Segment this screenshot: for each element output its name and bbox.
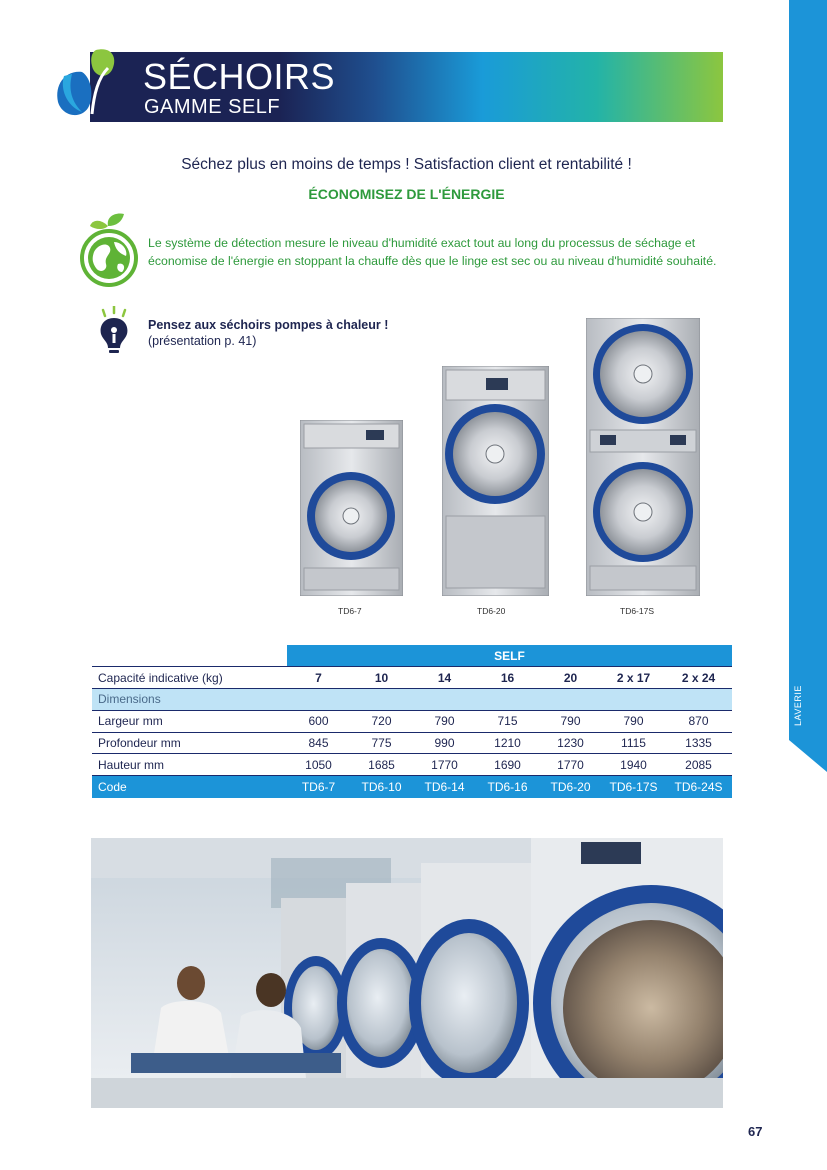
leaf-logo-icon [52, 44, 122, 124]
row-label: Profondeur mm [92, 732, 287, 754]
tip-reference: (présentation p. 41) [148, 334, 257, 348]
table-cell: TD6-10 [350, 776, 413, 798]
row-label: Code [92, 776, 287, 798]
table-cell: 790 [602, 710, 665, 732]
table-cell: 1940 [602, 754, 665, 776]
side-tab [789, 0, 827, 780]
table-cell: TD6-7 [287, 776, 350, 798]
page-title: SÉCHOIRS [143, 56, 336, 97]
table-row [92, 710, 732, 732]
table-row [92, 754, 732, 776]
dimensions-label: Dimensions [92, 689, 732, 711]
laundromat-photo [91, 838, 723, 1108]
spec-table [92, 645, 732, 798]
table-cell: 16 [476, 667, 539, 689]
table-cell: 790 [413, 710, 476, 732]
table-cell: 14 [413, 667, 476, 689]
table-row-capacity [92, 667, 732, 689]
lightbulb-icon [95, 306, 133, 356]
machine-label: TD6-7 [338, 606, 362, 616]
table-cell: 1210 [476, 732, 539, 754]
table-cell: 715 [476, 710, 539, 732]
row-label: Hauteur mm [92, 754, 287, 776]
page-number: 67 [748, 1124, 763, 1139]
dryer-td6-20-image [442, 366, 549, 596]
table-cell: 990 [413, 732, 476, 754]
table-cell: 2 x 24 [665, 667, 732, 689]
table-row-code [92, 776, 732, 798]
table-group-header: SELF [287, 645, 732, 667]
table-row-dimensions [92, 689, 732, 711]
row-label: Capacité indicative (kg) [92, 667, 287, 689]
table-cell: 1770 [413, 754, 476, 776]
table-cell: 2 x 17 [602, 667, 665, 689]
table-cell: 10 [350, 667, 413, 689]
machine-label: TD6-20 [477, 606, 506, 616]
table-cell: TD6-14 [413, 776, 476, 798]
table-cell: 845 [287, 732, 350, 754]
table-cell: 790 [539, 710, 602, 732]
subhead: ÉCONOMISEZ DE L'ÉNERGIE [308, 186, 505, 202]
table-cell: 1770 [539, 754, 602, 776]
table-cell: 2085 [665, 754, 732, 776]
table-cell: 600 [287, 710, 350, 732]
table-cell: 720 [350, 710, 413, 732]
table-row [92, 732, 732, 754]
table-cell: 1685 [350, 754, 413, 776]
eco-description: Le système de détection mesure le niveau d'humidité exact tout au long du processus de séchage et économise de l'énergie en stoppant la chauffe dès que le linge est sec ou au niveau d'humidité souhaité. [148, 236, 717, 268]
table-cell: 20 [539, 667, 602, 689]
table-header-blank [92, 645, 287, 667]
side-tab-label: LAVERIE [793, 685, 803, 727]
table-cell: TD6-17S [602, 776, 665, 798]
headline: Séchez plus en moins de temps ! Satisfaction client et rentabilité ! [181, 156, 632, 173]
table-cell: TD6-20 [539, 776, 602, 798]
table-cell: 1115 [602, 732, 665, 754]
page-subtitle: GAMME SELF [144, 96, 281, 118]
machine-label: TD6-17S [620, 606, 655, 616]
table-cell: 1335 [665, 732, 732, 754]
dryer-td6-17s-image [586, 318, 700, 596]
table-cell: 870 [665, 710, 732, 732]
table-cell: 7 [287, 667, 350, 689]
table-cell: 1050 [287, 754, 350, 776]
eco-globe-icon [78, 212, 140, 288]
tip-title: Pensez aux séchoirs pompes à chaleur ! [148, 318, 389, 332]
table-header-row [92, 645, 732, 667]
table-cell: 775 [350, 732, 413, 754]
row-label: Largeur mm [92, 710, 287, 732]
table-cell: 1230 [539, 732, 602, 754]
table-cell: TD6-24S [665, 776, 732, 798]
dryer-td6-7-image [300, 420, 403, 596]
table-cell: TD6-16 [476, 776, 539, 798]
table-cell: 1690 [476, 754, 539, 776]
